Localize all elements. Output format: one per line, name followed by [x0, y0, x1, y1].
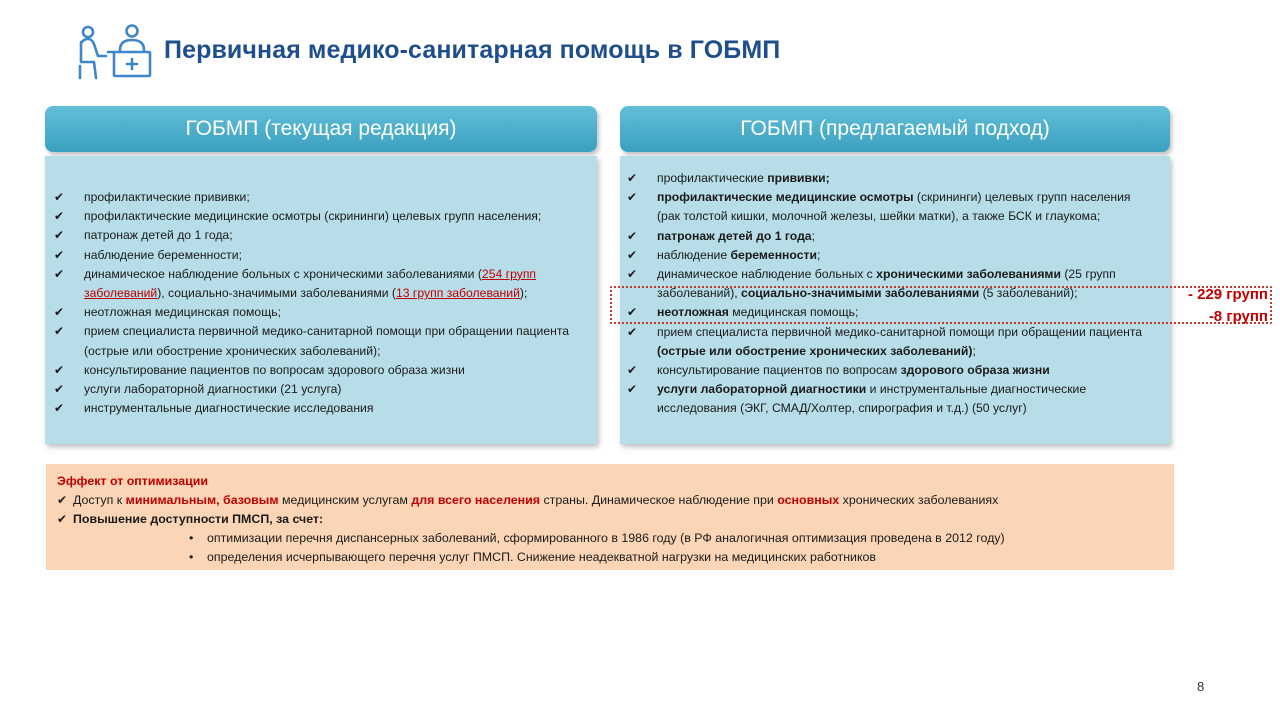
checkmark-icon: ✔ — [54, 247, 65, 262]
checkmark-icon: ✔ — [54, 209, 65, 224]
checkmark-icon: ✔ — [54, 382, 65, 397]
effect-line: ✔ Доступ к минимальным, базовым медицинским услугам для всего населения страны. Динамическое наблюдение при основных хронических заболеваниях — [57, 491, 1167, 510]
reduction-note: -8 групп — [1208, 308, 1268, 325]
effect-bullet: • определения исчерпывающего перечня услуг ПМСП. Снижение неадекватной нагрузки на медицинских работников — [57, 548, 1167, 567]
checkmark-icon: ✔ — [54, 228, 65, 243]
checkmark-icon: ✔ — [627, 305, 638, 320]
panel-heading-proposed: ГОБМП (предлагаемый подход) — [620, 106, 1170, 152]
list-item: ✔ консультирование пациентов по вопросам здорового образа жизни — [54, 361, 584, 380]
checkmark-icon: ✔ — [627, 363, 638, 378]
checkmark-icon: ✔ — [627, 247, 638, 262]
list-item: ✔ услуги лабораторной диагностики и инструментальные диагностические исследования (ЭКГ, СМАД/Холтер, спирография и т.д.) (50 услуг) — [627, 382, 1087, 416]
checkmark-icon: ✔ — [627, 324, 638, 339]
checkmark-icon: ✔ — [627, 228, 638, 243]
effect-line: ✔ Повышение доступности ПМСП, за счет: — [57, 510, 1167, 529]
list-item: ✔ патронаж детей до 1 года; — [54, 226, 584, 245]
checkmark-icon: ✔ — [57, 493, 68, 507]
effect-title: Эффект от оптимизации — [57, 474, 208, 488]
current-services-list — [54, 188, 584, 418]
doctor-patient-icon — [76, 22, 154, 82]
checkmark-icon: ✔ — [627, 267, 638, 282]
checkmark-icon: ✔ — [54, 266, 65, 281]
checkmark-icon: ✔ — [54, 401, 65, 416]
list-item: ✔ наблюдение беременности; — [627, 246, 1155, 265]
list-item: ✔ динамическое наблюдение больных с хроническими заболеваниями (254 групп заболеваний), социально-значимыми заболеваниями (13 групп заболеваний); — [54, 266, 537, 301]
list-item: ✔ патронаж детей до 1 года; — [627, 227, 1155, 246]
highlight-box — [610, 286, 1272, 324]
list-item: ✔ профилактические прививки; — [54, 188, 584, 207]
list-item: ✔ прием специалиста первичной медико-санитарной помощи при обращении пациента (острые или обострение хронических заболеваний); — [54, 324, 570, 358]
panel-heading-current: ГОБМП (текущая редакция) — [45, 106, 597, 152]
list-item: ✔ профилактические медицинские осмотры (скрининги) целевых групп населения; — [54, 207, 584, 226]
checkmark-icon: ✔ — [627, 190, 638, 205]
checkmark-icon: ✔ — [54, 305, 65, 320]
list-item: ✔ инструментальные диагностические исследования — [54, 399, 584, 418]
effect-text — [57, 472, 1167, 567]
checkmark-icon: ✔ — [57, 512, 68, 526]
page-number: 8 — [1197, 679, 1205, 694]
page-title: Первичная медико-санитарная помощь в ГОБМП — [164, 36, 781, 64]
reduction-note: - 229 групп — [1187, 286, 1268, 303]
checkmark-icon: ✔ — [54, 362, 65, 377]
list-item: ✔ наблюдение беременности; — [54, 246, 584, 265]
list-item: ✔ неотложная медицинская помощь; — [627, 303, 1155, 322]
bullet-icon: • — [189, 550, 194, 564]
checkmark-icon: ✔ — [627, 382, 638, 397]
list-item: ✔ динамическое наблюдение больных с хроническими заболеваниями (25 групп заболеваний), социально-значимыми заболеваниями (5 заболеваний); — [627, 267, 1116, 301]
list-item: ✔ профилактические медицинские осмотры (скрининги) целевых групп населения (рак толстой кишки, молочной железы, шейки матки), а также БСК и глаукома; — [627, 190, 1131, 224]
checkmark-icon: ✔ — [54, 190, 65, 204]
bullet-icon: • — [189, 531, 194, 545]
list-item: ✔ профилактические прививки; — [627, 169, 1155, 188]
list-item: ✔ прием специалиста первичной медико-санитарной помощи при обращении пациента (острые или обострение хронических заболеваний); — [627, 324, 1143, 358]
list-item: ✔ консультирование пациентов по вопросам здорового образа жизни — [627, 361, 1155, 380]
list-item: ✔ неотложная медицинская помощь; — [54, 303, 584, 322]
checkmark-icon: ✔ — [54, 324, 65, 339]
effect-bullet: • оптимизации перечня диспансерных заболеваний, сформированного в 1986 году (в РФ аналогичная оптимизация проведена в 2012 году) — [57, 529, 1167, 548]
list-item: ✔ услуги лабораторной диагностики (21 услуга) — [54, 380, 584, 399]
checkmark-icon: ✔ — [627, 171, 638, 185]
